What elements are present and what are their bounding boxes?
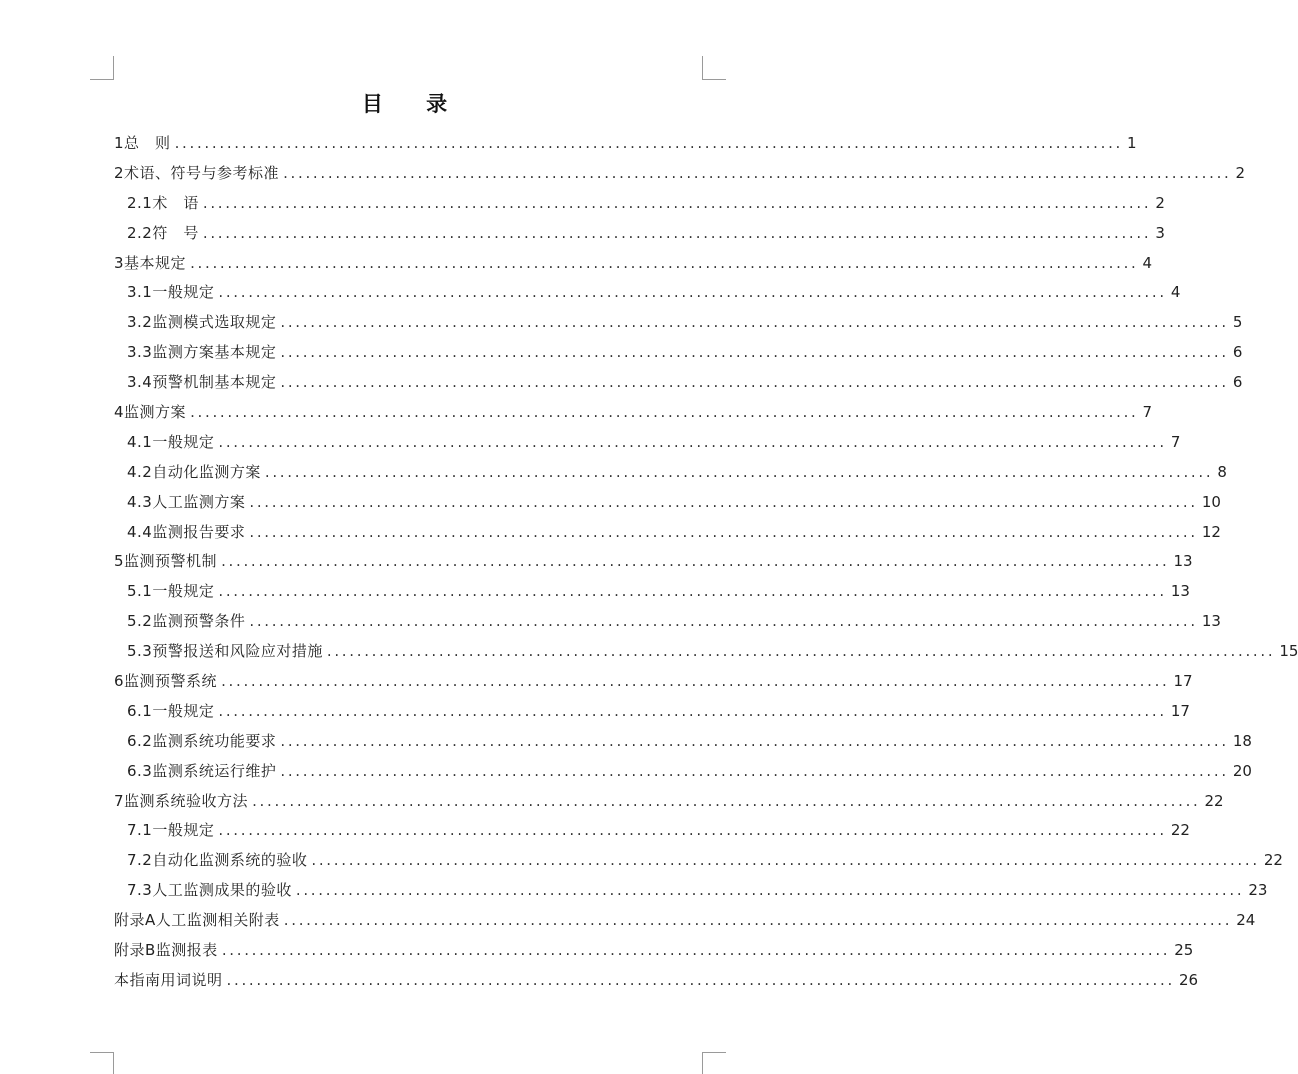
toc-entry-number: 7.2: [127, 851, 153, 870]
dot-leader: ...............................................................................................................................: [202, 193, 1152, 212]
toc-entry-title: 符 号: [152, 223, 199, 242]
dot-leader: ...............................................................................................................................: [326, 642, 1276, 661]
dot-leader: ...............................................................................................................................: [221, 552, 1170, 571]
crop-mark-bottom-right: [702, 1052, 726, 1074]
dot-leader: ...............................................................................................................................: [221, 941, 1171, 960]
toc-entry-number: 3.3: [127, 343, 153, 362]
toc-entry-title: 监测系统运行维护: [152, 761, 277, 780]
toc-entry-title: 监测报告要求: [152, 522, 246, 541]
toc-entry-number: 4.4: [127, 522, 153, 541]
dot-leader: ...............................................................................................................................: [190, 253, 1139, 272]
dot-leader: ...............................................................................................................................: [202, 223, 1152, 242]
toc-entry-number: 3: [114, 253, 125, 272]
toc-entry-title: 预警报送和风险应对措施: [152, 642, 323, 661]
toc-entry-page-number: 10: [1201, 492, 1221, 511]
toc-entry[interactable]: [114, 906, 1256, 936]
toc-entry[interactable]: [114, 667, 1193, 697]
dot-leader: ...............................................................................................................................: [283, 911, 1233, 930]
toc-entry[interactable]: [114, 547, 1193, 577]
toc-entry-page-number: 18: [1232, 731, 1252, 750]
toc-entry-number: 6.3: [127, 761, 153, 780]
toc-entry-number: 6.1: [127, 701, 153, 720]
toc-entry-title: 监测方案: [124, 403, 187, 422]
toc-entry-title: 人工监测成果的验收: [152, 881, 292, 900]
toc-entry[interactable]: [114, 219, 1165, 249]
toc-entry-title: 监测方案基本规定: [152, 343, 277, 362]
toc-entry-title: 自动化监测方案: [152, 462, 261, 481]
toc-entry-number: 2: [114, 163, 125, 182]
toc-entry-number: 7: [114, 791, 125, 810]
dot-leader: ...............................................................................................................................: [280, 761, 1229, 780]
toc-entry[interactable]: [114, 966, 1199, 996]
toc-entry-number: 4.2: [127, 462, 153, 481]
toc-entry-page-number: 13: [1170, 582, 1190, 601]
dot-leader: ...............................................................................................................................: [218, 701, 1167, 720]
toc-entry-number: 1: [114, 134, 125, 152]
dot-leader: ...............................................................................................................................: [280, 343, 1229, 362]
toc-entry-page-number: 4: [1170, 283, 1181, 302]
toc-entry-number: 附录B: [114, 941, 156, 960]
dot-leader: ...............................................................................................................................: [218, 432, 1167, 451]
dot-leader: ...............................................................................................................................: [280, 313, 1229, 332]
dot-leader: ...............................................................................................................................: [218, 283, 1167, 302]
toc-entry-number: 7.1: [127, 821, 153, 840]
dot-leader: ...............................................................................................................................: [283, 163, 1232, 182]
toc-entry-title: 预警机制基本规定: [152, 373, 277, 392]
toc-entry-title: 本指南用词说明: [114, 970, 223, 989]
toc-entry-page-number: 20: [1232, 761, 1252, 780]
dot-leader: ...............................................................................................................................: [218, 582, 1167, 601]
toc-entry[interactable]: [114, 637, 1298, 667]
dot-leader: ...............................................................................................................................: [311, 851, 1260, 870]
toc-entry-page-number: 24: [1236, 911, 1256, 930]
toc-entry[interactable]: [114, 757, 1252, 787]
toc-entry[interactable]: [114, 816, 1190, 846]
toc-entry-number: 2.2: [127, 223, 153, 242]
toc-entry-title: 自动化监测系统的验收: [152, 851, 308, 870]
toc-entry[interactable]: [114, 278, 1181, 308]
toc-entry-title: 监测模式选取规定: [152, 313, 277, 332]
toc-entry[interactable]: [114, 518, 1221, 548]
dot-leader: ...............................................................................................................................: [249, 492, 1198, 511]
toc-entry-number: 6.2: [127, 731, 153, 750]
crop-mark-top-right: [702, 56, 726, 80]
toc-entry-number: 5.2: [127, 612, 153, 631]
toc-entry-number: 5.1: [127, 582, 153, 601]
dot-leader: ...............................................................................................................................: [280, 373, 1229, 392]
toc-entry[interactable]: [114, 338, 1243, 368]
dot-leader: ...............................................................................................................................: [280, 731, 1229, 750]
dot-leader: ...............................................................................................................................: [221, 672, 1170, 691]
page-title: 目 录: [361, 92, 466, 116]
toc-entry-title: 监测系统功能要求: [152, 731, 277, 750]
dot-leader: ...............................................................................................................................: [252, 791, 1201, 810]
toc-entry-number: 4: [114, 403, 125, 422]
toc-entry-title: 一般规定: [152, 283, 215, 302]
dot-leader: ...............................................................................................................................: [264, 462, 1214, 481]
toc-entry[interactable]: [114, 129, 1137, 159]
toc-entry[interactable]: [114, 846, 1283, 876]
dot-leader: ...............................................................................................................................: [295, 881, 1245, 900]
toc-entry-number: 3.1: [127, 283, 153, 302]
dot-leader: ...............................................................................................................................: [249, 522, 1198, 541]
toc-entry[interactable]: [114, 428, 1181, 458]
toc-entry-page-number: 25: [1174, 941, 1194, 960]
toc-entry[interactable]: [114, 607, 1221, 637]
toc-entry-title: 基本规定: [124, 253, 187, 272]
toc-entry[interactable]: [114, 876, 1268, 906]
toc-entry[interactable]: [114, 368, 1243, 398]
toc-entry-title: 术 语: [152, 193, 199, 212]
toc-entry-title: 监测预警系统: [124, 672, 218, 691]
toc-entry-page-number: 7: [1142, 403, 1153, 422]
toc-entry-title: 一般规定: [152, 821, 215, 840]
toc-entry-title: 人工监测相关附表: [155, 911, 280, 930]
toc-entry-page-number: 22: [1170, 821, 1190, 840]
toc-entry-page-number: 6: [1232, 343, 1243, 362]
toc-entry[interactable]: [114, 249, 1153, 279]
toc-entry-page-number: 7: [1170, 432, 1181, 451]
toc-entry-title: 监测报表: [155, 941, 218, 960]
toc-entry[interactable]: [114, 787, 1224, 817]
toc-entry-number: 2.1: [127, 193, 153, 212]
toc-entry[interactable]: [114, 936, 1194, 966]
toc-entry-title: 一般规定: [152, 701, 215, 720]
toc-entry-title: 监测系统验收方法: [124, 791, 249, 810]
toc-entry-page-number: 17: [1170, 701, 1190, 720]
dot-leader: ...............................................................................................................................: [190, 403, 1139, 422]
dot-leader: ...............................................................................................................................: [249, 612, 1198, 631]
toc-entry-title: 人工监测方案: [152, 492, 246, 511]
toc-entry-number: 4.3: [127, 492, 153, 511]
toc-entry[interactable]: [114, 727, 1252, 757]
toc-entry[interactable]: [114, 308, 1243, 338]
crop-mark-top-left: [90, 56, 114, 80]
toc-entry-page-number: 22: [1204, 791, 1224, 810]
toc-entry[interactable]: [114, 398, 1153, 428]
toc-entry-page-number: 12: [1201, 522, 1221, 541]
toc-entry-title: 一般规定: [152, 432, 215, 451]
toc-entry[interactable]: [114, 458, 1227, 488]
crop-mark-bottom-left: [90, 1052, 114, 1074]
toc-entry-page-number: 22: [1263, 851, 1283, 870]
table-of-contents: [114, 129, 1298, 996]
toc-entry-number: 3.4: [127, 373, 153, 392]
toc-entry-number: 6: [114, 672, 125, 691]
toc-entry-page-number: 13: [1173, 552, 1193, 571]
toc-entry[interactable]: [114, 189, 1165, 219]
toc-entry-page-number: 17: [1173, 672, 1193, 691]
toc-entry-page-number: 1: [1127, 134, 1137, 152]
toc-entry-title: 总 则: [124, 134, 171, 152]
toc-entry[interactable]: [114, 697, 1190, 727]
toc-entry[interactable]: [114, 159, 1246, 189]
dot-leader: ...............................................................................................................................: [174, 134, 1124, 152]
toc-entry-title: 一般规定: [152, 582, 215, 601]
toc-entry-page-number: 26: [1178, 970, 1199, 989]
toc-entry-page-number: 15: [1279, 642, 1298, 661]
toc-entry-page-number: 2: [1235, 163, 1246, 182]
toc-entry-title: 术语、符号与参考标准: [124, 163, 280, 182]
toc-entry-number: 5.3: [127, 642, 153, 661]
toc-entry-page-number: 8: [1217, 462, 1227, 481]
toc-entry-number: 5: [114, 552, 125, 571]
toc-entry[interactable]: [114, 488, 1221, 518]
toc-entry-number: 3.2: [127, 313, 153, 332]
toc-entry-page-number: 2: [1155, 193, 1165, 212]
toc-entry-number: 附录A: [114, 911, 156, 930]
toc-entry-title: 监测预警条件: [152, 612, 246, 631]
toc-entry-number: 4.1: [127, 432, 153, 451]
toc-entry-number: 7.3: [127, 881, 153, 900]
dot-leader: ...............................................................................................................................: [218, 821, 1167, 840]
toc-entry-page-number: 6: [1232, 373, 1243, 392]
toc-entry-page-number: 3: [1155, 223, 1165, 242]
toc-entry-page-number: 13: [1201, 612, 1221, 631]
toc-entry[interactable]: [114, 577, 1190, 607]
toc-entry-page-number: 5: [1232, 313, 1243, 332]
dot-leader: ...............................................................................................................................: [226, 970, 1175, 989]
toc-entry-page-number: 4: [1142, 253, 1153, 272]
toc-entry-title: 监测预警机制: [124, 552, 218, 571]
toc-entry-page-number: 23: [1248, 881, 1268, 900]
